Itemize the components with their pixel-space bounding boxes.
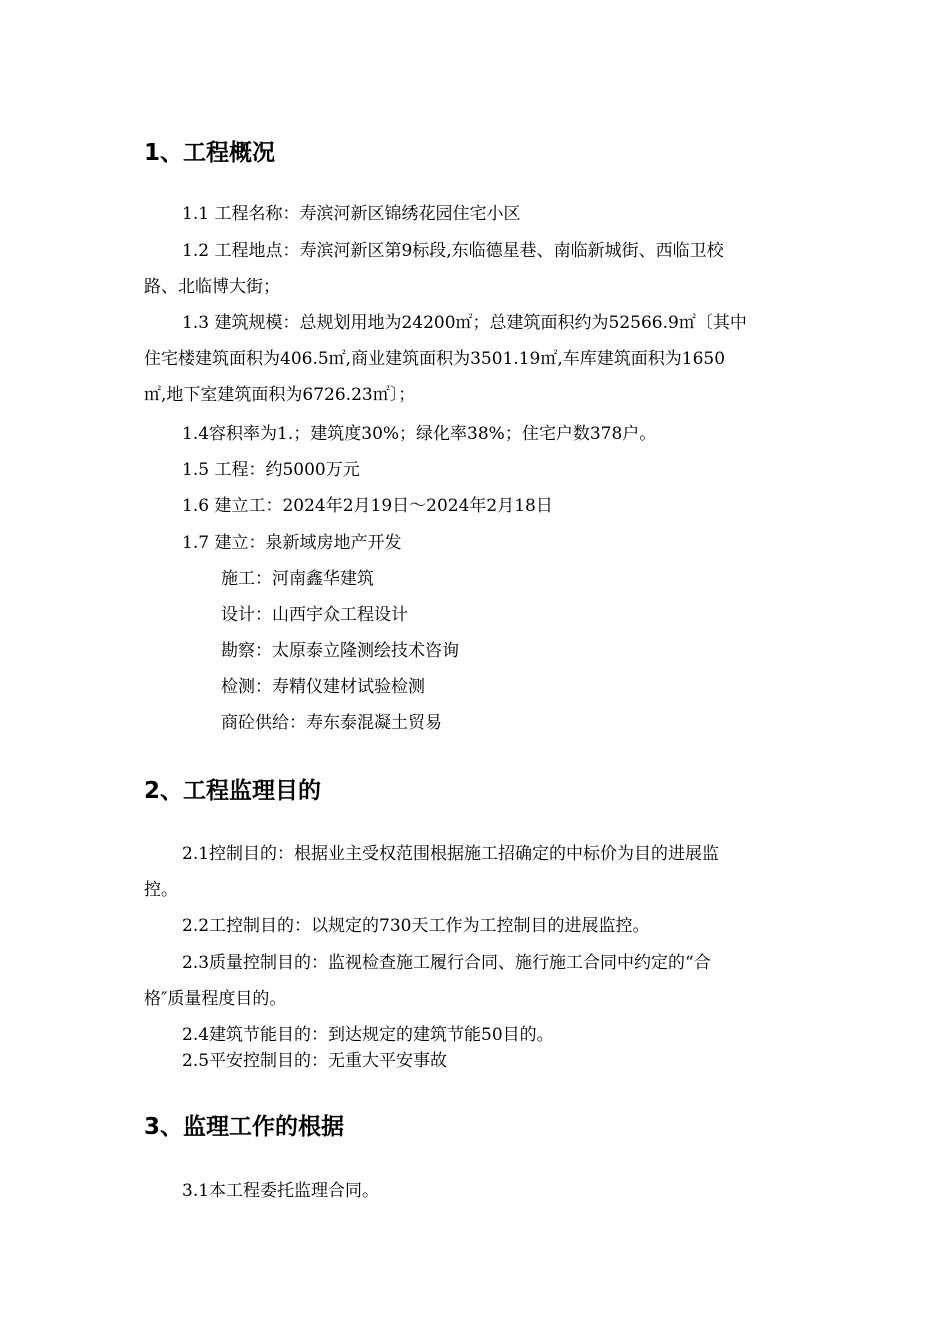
quality-control-line-cont: 格″质量程度目的。	[144, 989, 287, 1009]
safety-control-line: 2.5平安控制目的：无重大平安事故	[182, 1051, 448, 1071]
building-scale-line: 1.3 建筑规模：总规划用地为24200㎡；总建筑面积约为52566.9㎡〔其中	[182, 313, 747, 333]
testing-line: 检测：寿精仪建材试验检测	[221, 677, 425, 697]
project-name-line: 1.1 工程名称：寿滨河新区锦绣花园住宅小区	[182, 204, 521, 224]
concrete-supply-line: 商砼供给：寿东泰混凝土贸易	[221, 713, 442, 733]
cost-control-line-cont: 控。	[144, 880, 178, 900]
quality-control-line: 2.3质量控制目的：监视检查施工履行合同、施行施工合同中约定的“合	[182, 953, 711, 973]
section-3-heading: 3、监理工作的根据	[144, 1114, 345, 1140]
survey-line: 勘察：太原泰立隆测绘技术咨询	[221, 641, 459, 661]
schedule-control-line: 2.2工控制目的：以规定的730天工作为工控制目的进展监控。	[182, 916, 650, 936]
plot-ratio-line: 1.4容积率为1.；建筑度30%；绿化率38%；住宅户数378户。	[182, 424, 657, 444]
project-location-line: 1.2 工程地点：寿滨河新区第9标段,东临德星巷、南临新城街、西临卫校	[182, 241, 724, 261]
construction-period-line: 1.6 建立工：2024年2月19日～2024年2月18日	[182, 496, 553, 516]
building-scale-line-cont-1: 住宅楼建筑面积为406.5㎡,商业建筑面积为3501.19㎡,车库建筑面积为1650	[144, 349, 726, 369]
cost-control-line: 2.1控制目的：根据业主受权范围根据施工招确定的中标价为目的进展监	[182, 844, 720, 864]
project-location-line-cont: 路、北临博大街；	[144, 277, 280, 297]
energy-saving-line: 2.4建筑节能目的：到达规定的建筑节能50目的。	[182, 1025, 554, 1045]
designer-line: 设计：山西宇众工程设计	[221, 605, 408, 625]
building-scale-line-cont-2: ㎡,地下室建筑面积为6726.23㎡〕；	[144, 385, 416, 405]
supervision-contract-line: 3.1本工程委托监理合同。	[182, 1181, 380, 1201]
section-2-heading: 2、工程监理目的	[144, 778, 322, 804]
developer-line: 1.7 建立：泉新域房地产开发	[182, 533, 402, 553]
project-cost-line: 1.5 工程：约5000万元	[182, 460, 360, 480]
section-1-heading: 1、工程概况	[144, 140, 276, 166]
contractor-line: 施工：河南鑫华建筑	[221, 569, 374, 589]
